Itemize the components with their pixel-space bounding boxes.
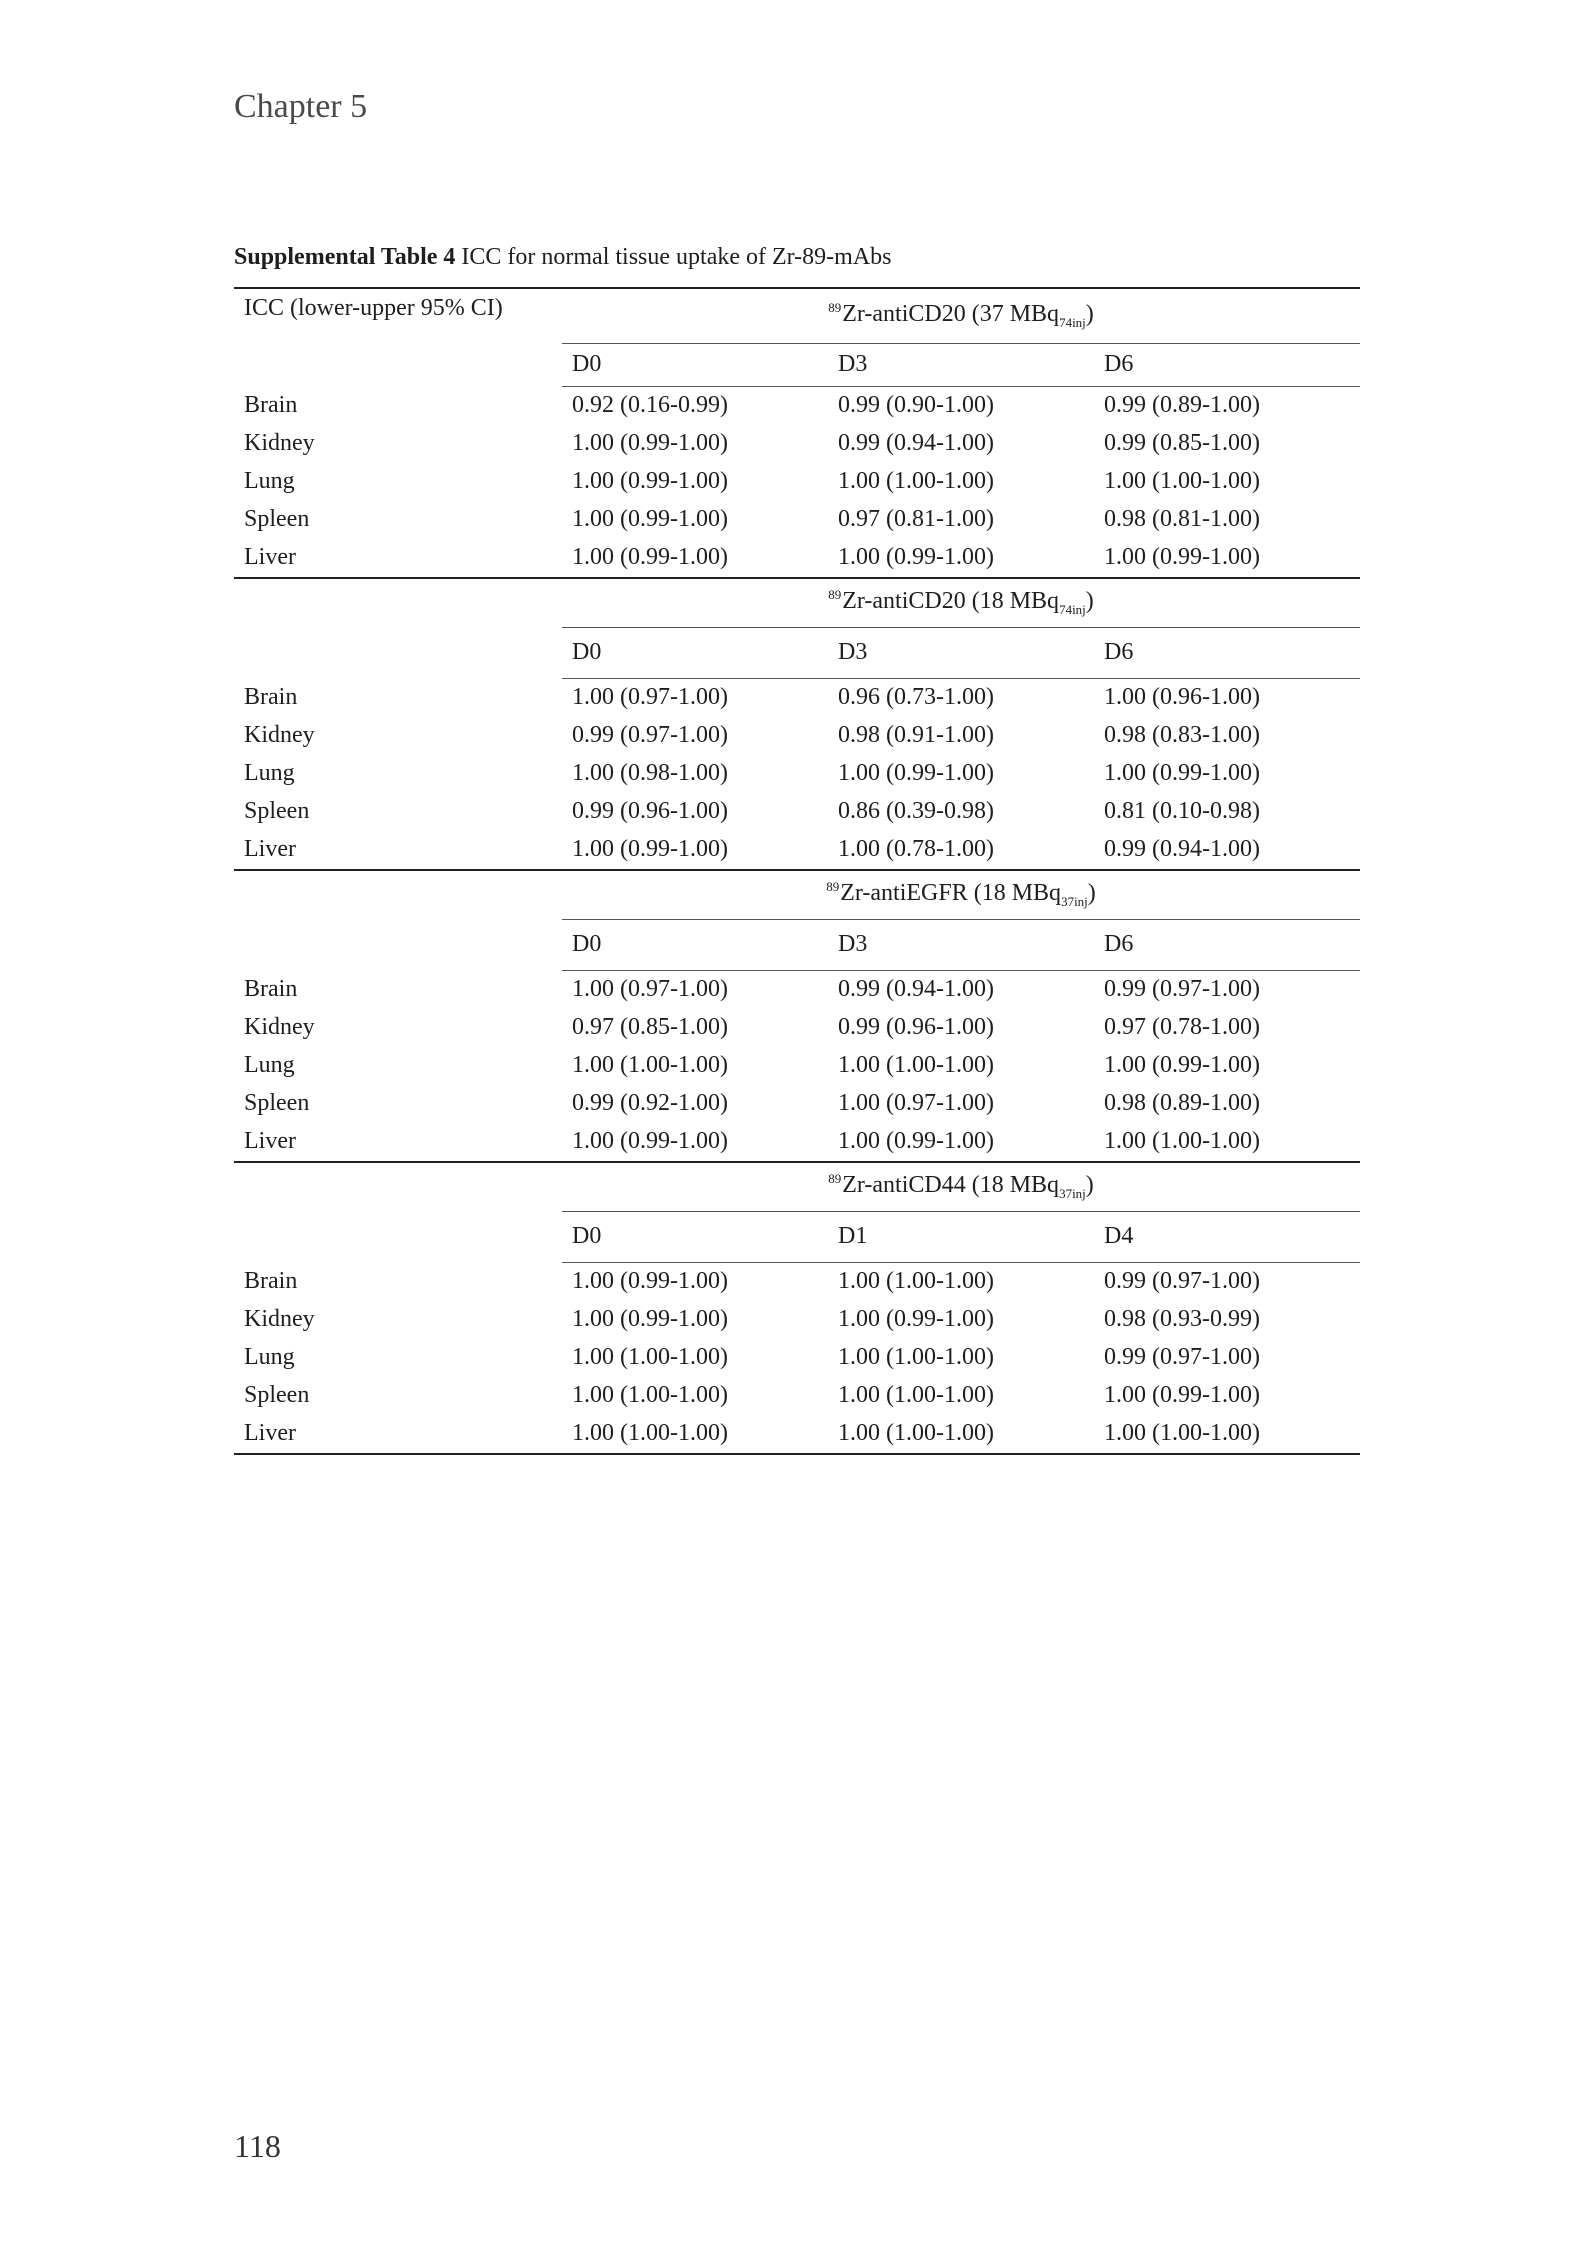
icc-value: 0.99 (0.92-1.00): [572, 1090, 728, 1116]
day-header: D0: [562, 919, 828, 970]
day-header: D4: [1094, 1211, 1360, 1262]
icc-value: 1.00 (1.00-1.00): [1104, 468, 1260, 494]
icc-table: [234, 287, 1360, 1455]
icc-value: 0.98 (0.89-1.00): [1104, 1090, 1260, 1116]
icc-value: 0.97 (0.81-1.00): [838, 506, 994, 532]
empty-cell: [234, 919, 562, 970]
icc-value: 0.97 (0.78-1.00): [1104, 1014, 1260, 1040]
activity-subscript: 37inj: [1059, 1186, 1086, 1201]
activity-subscript: 74inj: [1059, 315, 1086, 331]
group-title-text: Zr-antiCD20 (18 MBq: [842, 588, 1060, 614]
table-row: [234, 463, 1360, 501]
day-header: D3: [828, 919, 1094, 970]
empty-cell: [234, 870, 562, 920]
icc-value: 0.99 (0.94-1.00): [838, 976, 994, 1002]
table-row: [234, 755, 1360, 793]
activity-subscript: 74inj: [1059, 602, 1086, 617]
icc-value: 0.98 (0.81-1.00): [1104, 506, 1260, 532]
icc-table-body: [234, 288, 1360, 1454]
day-header: D3: [828, 343, 1094, 386]
tissue-label: Liver: [234, 1123, 562, 1162]
tissue-label: Kidney: [244, 722, 315, 748]
group-header-row: [234, 578, 1360, 628]
empty-cell: [234, 1162, 562, 1212]
day-header-row: [234, 919, 1360, 970]
table-row: [234, 831, 1360, 870]
tissue-label: Lung: [244, 760, 295, 786]
icc-value: 1.00 (1.00-1.00): [572, 1052, 728, 1078]
tissue-label: Brain: [244, 683, 298, 710]
icc-value: 0.98 (0.91-1.00): [838, 722, 994, 748]
icc-value: 1.00 (0.98-1.00): [572, 760, 728, 786]
caption-label: Supplemental Table 4: [234, 244, 456, 270]
group-title: [562, 578, 1360, 628]
group-title: [562, 288, 1360, 343]
icc-value: 1.00 (0.99-1.00): [1104, 760, 1260, 786]
icc-value: 0.99 (0.85-1.00): [1104, 430, 1260, 456]
group-header-row: [234, 870, 1360, 920]
group-title-text: Zr-antiCD20 (37 MBq: [842, 301, 1060, 328]
table-row: [234, 1301, 1360, 1339]
tissue-label: Liver: [234, 1415, 562, 1454]
icc-value: 1.00 (0.96-1.00): [1104, 684, 1260, 710]
table-row: [234, 1047, 1360, 1085]
icc-value: 1.00 (1.00-1.00): [1094, 1415, 1360, 1454]
icc-value: 1.00 (1.00-1.00): [572, 1382, 728, 1408]
tissue-label: Brain: [244, 975, 298, 1002]
table-row: [234, 539, 1360, 578]
tissue-label: Kidney: [244, 1014, 315, 1040]
day-header-row: [234, 627, 1360, 678]
table-row: [234, 717, 1360, 755]
table-row: [234, 386, 1360, 425]
empty-cell: [234, 627, 562, 678]
icc-value: 0.99 (0.96-1.00): [572, 798, 728, 824]
isotope-superscript: 89: [828, 1171, 842, 1186]
isotope-superscript: 89: [828, 300, 842, 316]
day-header-row: [234, 343, 1360, 386]
tissue-label: Spleen: [244, 1090, 310, 1116]
tissue-label: Kidney: [244, 430, 315, 456]
tissue-label: Kidney: [244, 1306, 315, 1332]
icc-value: 0.81 (0.10-0.98): [1104, 798, 1260, 824]
icc-value: 1.00 (1.00-1.00): [838, 468, 994, 494]
group-header-row: [234, 1162, 1360, 1212]
icc-value: 0.92 (0.16-0.99): [572, 392, 728, 418]
icc-value: 0.99 (0.97-1.00): [1104, 1268, 1260, 1294]
icc-value: 1.00 (0.99-1.00): [572, 1306, 728, 1332]
tissue-label: Lung: [244, 1344, 295, 1370]
tissue-label: Liver: [234, 539, 562, 578]
icc-value: 1.00 (0.99-1.00): [572, 506, 728, 532]
table-row: [234, 1415, 1360, 1454]
table-row: [234, 1009, 1360, 1047]
table-row: [234, 678, 1360, 717]
icc-value: 1.00 (0.99-1.00): [562, 539, 828, 578]
icc-value: 0.86 (0.39-0.98): [838, 798, 994, 824]
table-row: [234, 970, 1360, 1009]
chapter-header: Chapter 5: [234, 88, 368, 125]
activity-subscript: 37inj: [1061, 894, 1088, 909]
page-number: 118: [234, 2128, 281, 2164]
tissue-label: Spleen: [244, 506, 310, 532]
table-row: [234, 1339, 1360, 1377]
icc-value: 1.00 (0.99-1.00): [1104, 1382, 1260, 1408]
group-header-row: [234, 288, 1360, 343]
icc-value: 1.00 (1.00-1.00): [838, 1382, 994, 1408]
icc-value: 0.97 (0.85-1.00): [572, 1014, 728, 1040]
icc-value: 1.00 (0.99-1.00): [1104, 1052, 1260, 1078]
day-header-row: [234, 1211, 1360, 1262]
table-row: [234, 1123, 1360, 1162]
tissue-label: Liver: [234, 831, 562, 870]
icc-value: 0.99 (0.96-1.00): [838, 1014, 994, 1040]
group-title-text: Zr-antiCD44 (18 MBq: [842, 1172, 1060, 1198]
table-row: [234, 501, 1360, 539]
group-title: [562, 1162, 1360, 1212]
icc-value: 0.99 (0.94-1.00): [1094, 831, 1360, 870]
icc-value: 1.00 (1.00-1.00): [838, 1268, 994, 1294]
table-row: [234, 1262, 1360, 1301]
day-header: D0: [562, 627, 828, 678]
day-header: D0: [562, 1211, 828, 1262]
caption-text: ICC for normal tissue uptake of Zr-89-mAbs: [461, 244, 892, 270]
icc-value: 1.00 (1.00-1.00): [828, 1415, 1094, 1454]
group-title-close: ): [1085, 1172, 1094, 1198]
day-header: D6: [1094, 919, 1360, 970]
isotope-superscript: 89: [828, 587, 842, 602]
icc-value: 0.98 (0.83-1.00): [1104, 722, 1260, 748]
icc-value: 1.00 (1.00-1.00): [838, 1052, 994, 1078]
icc-value: 1.00 (0.97-1.00): [572, 976, 728, 1002]
day-header: D6: [1094, 627, 1360, 678]
group-title: [562, 870, 1360, 920]
icc-value: 1.00 (0.99-1.00): [1094, 539, 1360, 578]
icc-value: 1.00 (1.00-1.00): [1094, 1123, 1360, 1162]
empty-cell: [234, 578, 562, 628]
icc-value: 1.00 (0.99-1.00): [838, 760, 994, 786]
empty-cell: [234, 343, 562, 386]
icc-value: 1.00 (0.78-1.00): [828, 831, 1094, 870]
table-row: [234, 1085, 1360, 1123]
icc-value: 0.96 (0.73-1.00): [838, 684, 994, 710]
day-header: D6: [1094, 343, 1360, 386]
tissue-label: Lung: [244, 468, 295, 494]
icc-value: 1.00 (1.00-1.00): [838, 1344, 994, 1370]
icc-value: 1.00 (0.99-1.00): [572, 468, 728, 494]
group-title-close: ): [1085, 588, 1094, 614]
isotope-superscript: 89: [826, 879, 840, 894]
icc-value: 0.99 (0.97-1.00): [1104, 1344, 1260, 1370]
icc-value: 1.00 (0.99-1.00): [828, 1123, 1094, 1162]
icc-value: 1.00 (0.99-1.00): [562, 1123, 828, 1162]
icc-value: 1.00 (1.00-1.00): [572, 1344, 728, 1370]
group-title-close: ): [1087, 880, 1096, 906]
tissue-label: Spleen: [244, 1382, 310, 1408]
icc-value: 1.00 (0.99-1.00): [828, 539, 1094, 578]
icc-value: 1.00 (0.99-1.00): [572, 430, 728, 456]
tissue-label: Spleen: [244, 798, 310, 824]
table-row: [234, 1377, 1360, 1415]
day-header: D1: [828, 1211, 1094, 1262]
day-header: D0: [562, 343, 828, 386]
tissue-label: Brain: [244, 1267, 298, 1294]
group-title-close: ): [1085, 301, 1094, 328]
icc-value: 0.99 (0.90-1.00): [838, 392, 994, 418]
icc-value: 0.98 (0.93-0.99): [1104, 1306, 1260, 1332]
icc-value: 1.00 (0.99-1.00): [562, 831, 828, 870]
icc-value: 1.00 (1.00-1.00): [562, 1415, 828, 1454]
table-caption: [234, 244, 892, 271]
corner-label: ICC (lower-upper 95% CI): [234, 288, 562, 343]
group-title-text: Zr-antiEGFR (18 MBq: [840, 880, 1062, 906]
icc-value: 1.00 (0.97-1.00): [572, 684, 728, 710]
tissue-label: Lung: [244, 1052, 295, 1078]
icc-value: 1.00 (0.97-1.00): [838, 1090, 994, 1116]
day-header: D3: [828, 627, 1094, 678]
icc-value: 0.99 (0.89-1.00): [1104, 392, 1260, 418]
icc-value: 0.99 (0.94-1.00): [838, 430, 994, 456]
table-row: [234, 425, 1360, 463]
tissue-label: Brain: [244, 391, 298, 418]
icc-value: 0.99 (0.97-1.00): [1104, 976, 1260, 1002]
empty-cell: [234, 1211, 562, 1262]
icc-value: 0.99 (0.97-1.00): [572, 722, 728, 748]
table-row: [234, 793, 1360, 831]
icc-value: 1.00 (0.99-1.00): [838, 1306, 994, 1332]
icc-value: 1.00 (0.99-1.00): [572, 1268, 728, 1294]
